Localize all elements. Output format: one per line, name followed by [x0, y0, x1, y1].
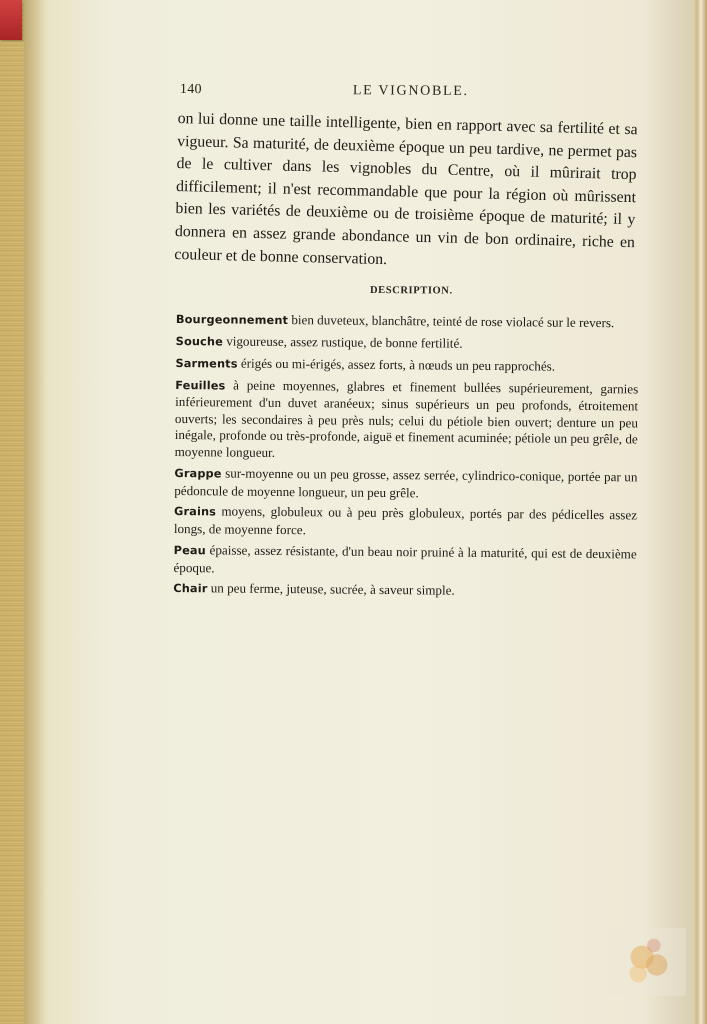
entry-text: vigoureuse, assez rustique, de bonne fertilité.	[222, 333, 463, 351]
grape-cluster-icon	[608, 928, 686, 996]
description-entry-souche	[176, 333, 639, 355]
entry-term: Grains	[174, 505, 217, 519]
running-head	[180, 82, 628, 105]
main-text-block	[174, 108, 638, 277]
left-page-edge	[0, 0, 24, 1024]
entry-term: Bourgeonnement	[175, 312, 289, 328]
entry-text: bien duveteux, blanchâtre, teinté de rose violacé sur le revers.	[288, 312, 615, 331]
red-bookmark-tab	[0, 0, 22, 40]
description-entry-sarments	[175, 355, 638, 377]
page-curvature-shadow	[643, 0, 693, 1024]
entry-text: un peu ferme, juteuse, sucrée, à saveur simple.	[207, 580, 455, 599]
entry-term: Souche	[175, 334, 224, 349]
entry-term: Grappe	[174, 466, 222, 481]
gutter-shadow	[24, 0, 46, 1024]
entry-text: à peine moyennes, glabres et finement bullées supérieurement, garnies inférieurement d'un duvet aranéeux; sinus supérieurs un peu profonds, étroitement ouverts; les secondaires à peu près nuls; celui du pétiole bien ouvert; denture un peu inégale, profonde ou très-profonde, aiguë et finement acuminée; pétiole un peu grêle, de moyenne longueur.	[174, 377, 639, 461]
entry-term: Chair	[173, 582, 208, 596]
page-number: 140	[179, 82, 202, 98]
description-entry-feuilles	[175, 377, 639, 465]
description-entry-chair	[173, 580, 636, 602]
entry-text: érigés ou mi-érigés, assez forts, à nœuds un peu rapprochés.	[237, 355, 556, 374]
main-paragraph: on lui donne une taille intelligente, bien en rapport avec sa fertilité et sa vigueur. Sa maturité, de deuxième époque un peu tardive, ne permet pas de le cultiver dans les vignobles du Centre, où il mûrirait trop difficilement; il n'est recommandable que pour la région où mûrissent bien les variétés de deuxième ou de troisième époque de maturité; il y donnera en assez grande abondance un vin de bon ordinaire, riche en couleur et de bonne conservation.	[174, 109, 638, 268]
entry-text: sur-moyenne ou un peu grosse, assez serrée, cylindrico-conique, portée par un pédoncule de moyenne longueur, un peu grêle.	[174, 465, 638, 500]
entry-text: moyens, globuleux ou à peu près globuleux, portés par des pédicelles assez longs, de moyenne force.	[173, 503, 638, 538]
description-entry-bourgeonnement	[176, 311, 639, 333]
entry-term: Feuilles	[175, 378, 226, 393]
book-title: LE VIGNOBLE.	[352, 83, 469, 100]
description-list	[173, 311, 639, 607]
description-heading: DESCRIPTION.	[369, 285, 453, 297]
description-entry-grappe	[174, 465, 637, 504]
description-entry-peau	[173, 542, 636, 581]
entry-text: épaisse, assez résistante, d'un beau noir pruiné à la maturité, qui est de deuxième époque.	[173, 542, 637, 575]
description-entry-grains	[174, 503, 637, 542]
entry-term: Sarments	[175, 356, 238, 371]
entry-term: Peau	[173, 543, 206, 558]
